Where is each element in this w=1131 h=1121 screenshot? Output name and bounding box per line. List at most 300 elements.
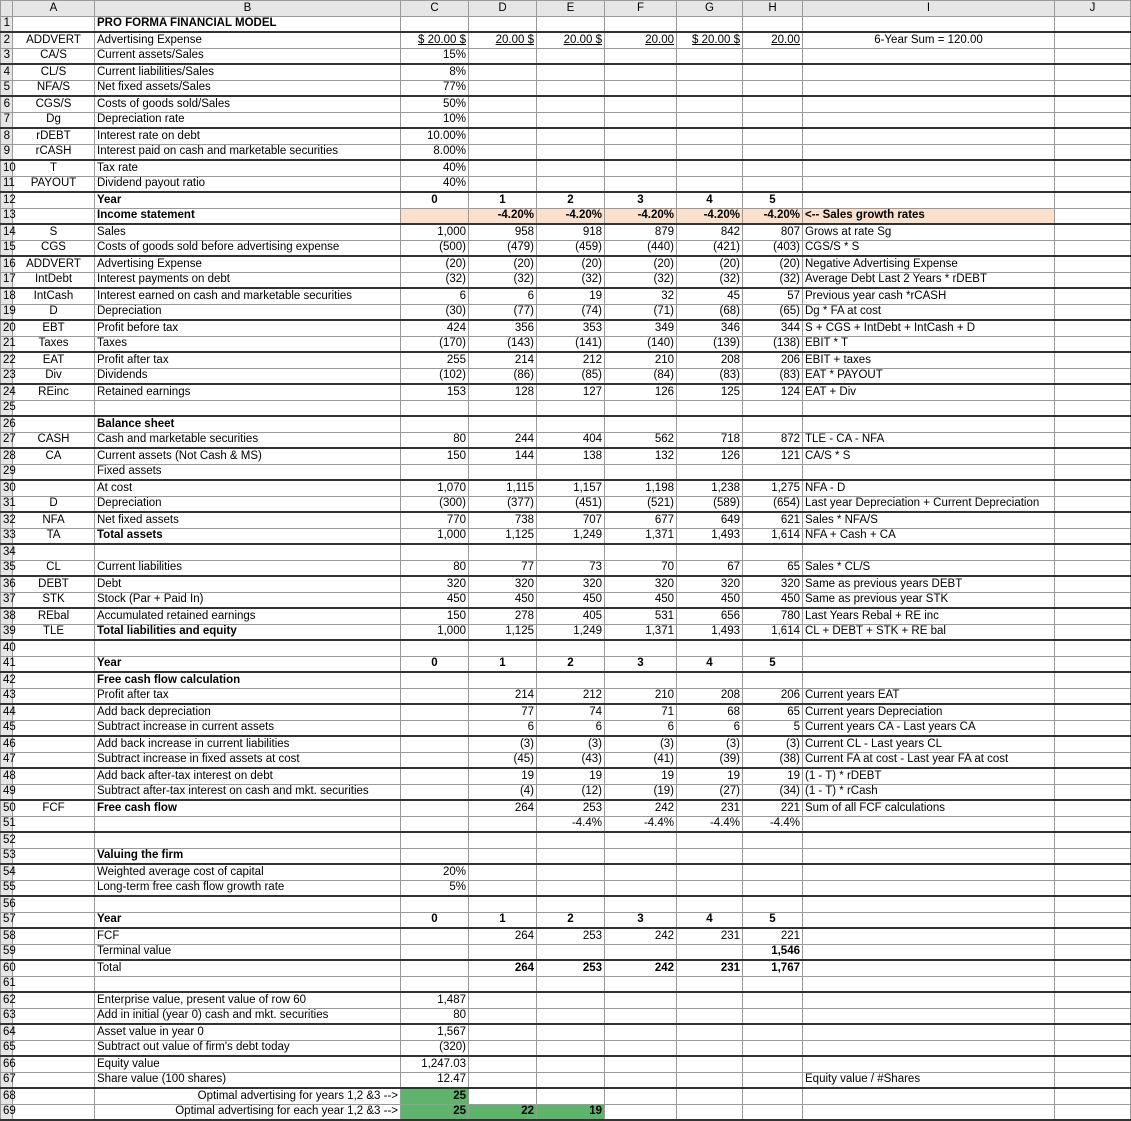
cell-h6[interactable]: [743, 96, 803, 112]
cell-b36[interactable]: Debt: [95, 576, 401, 592]
cell-b19[interactable]: Depreciation: [95, 304, 401, 320]
cell-a56[interactable]: [13, 896, 95, 912]
cell-j4[interactable]: [1055, 64, 1131, 80]
cell-j18[interactable]: [1055, 288, 1131, 304]
row-header[interactable]: 41: [1, 656, 13, 672]
cell-g48[interactable]: 19: [677, 768, 743, 784]
cell-h26[interactable]: [743, 416, 803, 432]
cell-h39[interactable]: 1,614: [743, 624, 803, 640]
cell-j50[interactable]: [1055, 800, 1131, 816]
cell-j2[interactable]: [1055, 32, 1131, 48]
cell-c56[interactable]: [401, 896, 469, 912]
cell-g22[interactable]: 208: [677, 352, 743, 368]
cell-c69[interactable]: 25: [401, 1104, 469, 1120]
cell-b50[interactable]: Free cash flow: [95, 800, 401, 816]
cell-e41[interactable]: 2: [537, 656, 605, 672]
cell-c60[interactable]: [401, 960, 469, 976]
cell-d61[interactable]: [469, 976, 537, 992]
cell-g53[interactable]: [677, 848, 743, 864]
cell-f41[interactable]: 3: [605, 656, 677, 672]
cell-b24[interactable]: Retained earnings: [95, 384, 401, 400]
row-header[interactable]: 7: [1, 112, 13, 128]
cell-b10[interactable]: Tax rate: [95, 160, 401, 176]
cell-e36[interactable]: 320: [537, 576, 605, 592]
cell-f26[interactable]: [605, 416, 677, 432]
cell-b30[interactable]: At cost: [95, 480, 401, 496]
row-header[interactable]: 20: [1, 320, 13, 336]
cell-d52[interactable]: [469, 832, 537, 848]
cell-a3[interactable]: CA/S: [13, 48, 95, 64]
cell-j61[interactable]: [1055, 976, 1131, 992]
row-header[interactable]: 10: [1, 160, 13, 176]
cell-j17[interactable]: [1055, 272, 1131, 288]
cell-e10[interactable]: [537, 160, 605, 176]
cell-h55[interactable]: [743, 880, 803, 896]
cell-g59[interactable]: [677, 944, 743, 960]
cell-c28[interactable]: 150: [401, 448, 469, 464]
cell-j59[interactable]: [1055, 944, 1131, 960]
cell-g24[interactable]: 125: [677, 384, 743, 400]
cell-f35[interactable]: 70: [605, 560, 677, 576]
cell-f46[interactable]: (3): [605, 736, 677, 752]
cell-d15[interactable]: (479): [469, 240, 537, 256]
cell-i1[interactable]: [803, 16, 1055, 32]
cell-j40[interactable]: [1055, 640, 1131, 656]
cell-a17[interactable]: IntDebt: [13, 272, 95, 288]
cell-e11[interactable]: [537, 176, 605, 192]
cell-c30[interactable]: 1,070: [401, 480, 469, 496]
cell-i44[interactable]: Current years Depreciation: [803, 704, 1055, 720]
cell-e32[interactable]: 707: [537, 512, 605, 528]
cell-b66[interactable]: Equity value: [95, 1056, 401, 1072]
cell-a58[interactable]: [13, 928, 95, 944]
cell-e69[interactable]: 19: [537, 1104, 605, 1120]
row-header[interactable]: 34: [1, 544, 13, 560]
select-all-corner[interactable]: [1, 1, 13, 17]
cell-e50[interactable]: 253: [537, 800, 605, 816]
cell-h62[interactable]: [743, 992, 803, 1008]
cell-g44[interactable]: 68: [677, 704, 743, 720]
cell-i16[interactable]: Negative Advertising Expense: [803, 256, 1055, 272]
cell-a43[interactable]: [13, 688, 95, 704]
cell-c36[interactable]: 320: [401, 576, 469, 592]
cell-j68[interactable]: [1055, 1088, 1131, 1104]
cell-b46[interactable]: Add back increase in current liabilities: [95, 736, 401, 752]
cell-i36[interactable]: Same as previous years DEBT: [803, 576, 1055, 592]
cell-a19[interactable]: D: [13, 304, 95, 320]
cell-i67[interactable]: Equity value / #Shares: [803, 1072, 1055, 1088]
cell-f54[interactable]: [605, 864, 677, 880]
cell-f63[interactable]: [605, 1008, 677, 1024]
cell-j33[interactable]: [1055, 528, 1131, 544]
cell-d34[interactable]: [469, 544, 537, 560]
row-header[interactable]: 53: [1, 848, 13, 864]
cell-e58[interactable]: 253: [537, 928, 605, 944]
cell-c12[interactable]: 0: [401, 192, 469, 208]
row-header[interactable]: 29: [1, 464, 13, 480]
cell-a45[interactable]: [13, 720, 95, 736]
cell-h45[interactable]: 5: [743, 720, 803, 736]
cell-a12[interactable]: [13, 192, 95, 208]
cell-h25[interactable]: [743, 400, 803, 416]
cell-b15[interactable]: Costs of goods sold before advertising expense: [95, 240, 401, 256]
cell-e4[interactable]: [537, 64, 605, 80]
cell-f28[interactable]: 132: [605, 448, 677, 464]
cell-b4[interactable]: Current liabilities/Sales: [95, 64, 401, 80]
cell-d55[interactable]: [469, 880, 537, 896]
cell-c63[interactable]: 80: [401, 1008, 469, 1024]
cell-b26[interactable]: Balance sheet: [95, 416, 401, 432]
cell-i59[interactable]: [803, 944, 1055, 960]
row-header[interactable]: 38: [1, 608, 13, 624]
cell-i66[interactable]: [803, 1056, 1055, 1072]
cell-i39[interactable]: CL + DEBT + STK + RE bal: [803, 624, 1055, 640]
cell-h46[interactable]: (3): [743, 736, 803, 752]
cell-d2[interactable]: 20.00 $: [469, 32, 537, 48]
cell-f36[interactable]: 320: [605, 576, 677, 592]
cell-g30[interactable]: 1,238: [677, 480, 743, 496]
cell-c68[interactable]: 25: [401, 1088, 469, 1104]
cell-g45[interactable]: 6: [677, 720, 743, 736]
row-header[interactable]: 60: [1, 960, 13, 976]
cell-e29[interactable]: [537, 464, 605, 480]
cell-h60[interactable]: 1,767: [743, 960, 803, 976]
cell-b35[interactable]: Current liabilities: [95, 560, 401, 576]
cell-f43[interactable]: 210: [605, 688, 677, 704]
cell-i38[interactable]: Last Years Rebal + RE inc: [803, 608, 1055, 624]
cell-g63[interactable]: [677, 1008, 743, 1024]
cell-c17[interactable]: (32): [401, 272, 469, 288]
cell-f50[interactable]: 242: [605, 800, 677, 816]
cell-d24[interactable]: 128: [469, 384, 537, 400]
cell-h16[interactable]: (20): [743, 256, 803, 272]
cell-e52[interactable]: [537, 832, 605, 848]
cell-g1[interactable]: [677, 16, 743, 32]
cell-i64[interactable]: [803, 1024, 1055, 1040]
cell-b65[interactable]: Subtract out value of firm's debt today: [95, 1040, 401, 1056]
cell-g27[interactable]: 718: [677, 432, 743, 448]
cell-h17[interactable]: (32): [743, 272, 803, 288]
cell-b69[interactable]: Optimal advertising for each year 1,2 &3 -->: [95, 1104, 401, 1120]
cell-f25[interactable]: [605, 400, 677, 416]
cell-h37[interactable]: 450: [743, 592, 803, 608]
cell-i60[interactable]: [803, 960, 1055, 976]
cell-a14[interactable]: S: [13, 224, 95, 240]
cell-a46[interactable]: [13, 736, 95, 752]
cell-d35[interactable]: 77: [469, 560, 537, 576]
cell-d28[interactable]: 144: [469, 448, 537, 464]
cell-e39[interactable]: 1,249: [537, 624, 605, 640]
cell-e24[interactable]: 127: [537, 384, 605, 400]
cell-h1[interactable]: [743, 16, 803, 32]
cell-b51[interactable]: [95, 816, 401, 832]
cell-g28[interactable]: 126: [677, 448, 743, 464]
cell-g56[interactable]: [677, 896, 743, 912]
cell-c59[interactable]: [401, 944, 469, 960]
cell-i33[interactable]: NFA + Cash + CA: [803, 528, 1055, 544]
cell-d37[interactable]: 450: [469, 592, 537, 608]
cell-g23[interactable]: (83): [677, 368, 743, 384]
cell-i49[interactable]: (1 - T) * rCash: [803, 784, 1055, 800]
cell-c7[interactable]: 10%: [401, 112, 469, 128]
cell-d36[interactable]: 320: [469, 576, 537, 592]
cell-e1[interactable]: [537, 16, 605, 32]
cell-i68[interactable]: [803, 1088, 1055, 1104]
cell-j51[interactable]: [1055, 816, 1131, 832]
cell-h24[interactable]: 124: [743, 384, 803, 400]
cell-e66[interactable]: [537, 1056, 605, 1072]
cell-g5[interactable]: [677, 80, 743, 96]
cell-j38[interactable]: [1055, 608, 1131, 624]
cell-f29[interactable]: [605, 464, 677, 480]
cell-c55[interactable]: 5%: [401, 880, 469, 896]
cell-d49[interactable]: (4): [469, 784, 537, 800]
cell-f15[interactable]: (440): [605, 240, 677, 256]
cell-g17[interactable]: (32): [677, 272, 743, 288]
cell-a28[interactable]: CA: [13, 448, 95, 464]
cell-h65[interactable]: [743, 1040, 803, 1056]
cell-c34[interactable]: [401, 544, 469, 560]
cell-c8[interactable]: 10.00%: [401, 128, 469, 144]
cell-a13[interactable]: [13, 208, 95, 224]
cell-f48[interactable]: 19: [605, 768, 677, 784]
cell-f5[interactable]: [605, 80, 677, 96]
cell-c49[interactable]: [401, 784, 469, 800]
cell-e3[interactable]: [537, 48, 605, 64]
cell-j19[interactable]: [1055, 304, 1131, 320]
row-header[interactable]: 44: [1, 704, 13, 720]
cell-d19[interactable]: (77): [469, 304, 537, 320]
cell-d67[interactable]: [469, 1072, 537, 1088]
cell-b3[interactable]: Current assets/Sales: [95, 48, 401, 64]
column-header-i[interactable]: I: [803, 1, 1055, 17]
cell-d10[interactable]: [469, 160, 537, 176]
cell-j45[interactable]: [1055, 720, 1131, 736]
row-header[interactable]: 19: [1, 304, 13, 320]
cell-f57[interactable]: 3: [605, 912, 677, 928]
cell-h15[interactable]: (403): [743, 240, 803, 256]
cell-f27[interactable]: 562: [605, 432, 677, 448]
cell-f40[interactable]: [605, 640, 677, 656]
cell-i43[interactable]: Current years EAT: [803, 688, 1055, 704]
cell-j54[interactable]: [1055, 864, 1131, 880]
cell-e40[interactable]: [537, 640, 605, 656]
cell-e44[interactable]: 74: [537, 704, 605, 720]
cell-f66[interactable]: [605, 1056, 677, 1072]
cell-g26[interactable]: [677, 416, 743, 432]
cell-f64[interactable]: [605, 1024, 677, 1040]
cell-c33[interactable]: 1,000: [401, 528, 469, 544]
cell-g39[interactable]: 1,493: [677, 624, 743, 640]
cell-a49[interactable]: [13, 784, 95, 800]
cell-f56[interactable]: [605, 896, 677, 912]
cell-i15[interactable]: CGS/S * S: [803, 240, 1055, 256]
cell-j7[interactable]: [1055, 112, 1131, 128]
cell-h67[interactable]: [743, 1072, 803, 1088]
cell-d31[interactable]: (377): [469, 496, 537, 512]
cell-i6[interactable]: [803, 96, 1055, 112]
cell-d60[interactable]: 264: [469, 960, 537, 976]
row-header[interactable]: 48: [1, 768, 13, 784]
cell-i32[interactable]: Sales * NFA/S: [803, 512, 1055, 528]
row-header[interactable]: 37: [1, 592, 13, 608]
cell-d43[interactable]: 214: [469, 688, 537, 704]
cell-a30[interactable]: [13, 480, 95, 496]
row-header[interactable]: 28: [1, 448, 13, 464]
row-header[interactable]: 66: [1, 1056, 13, 1072]
cell-d63[interactable]: [469, 1008, 537, 1024]
cell-d53[interactable]: [469, 848, 537, 864]
cell-g21[interactable]: (139): [677, 336, 743, 352]
cell-h33[interactable]: 1,614: [743, 528, 803, 544]
cell-d68[interactable]: [469, 1088, 537, 1104]
cell-a44[interactable]: [13, 704, 95, 720]
cell-d11[interactable]: [469, 176, 537, 192]
cell-g64[interactable]: [677, 1024, 743, 1040]
cell-g32[interactable]: 649: [677, 512, 743, 528]
cell-i17[interactable]: Average Debt Last 2 Years * rDEBT: [803, 272, 1055, 288]
cell-e12[interactable]: 2: [537, 192, 605, 208]
cell-a53[interactable]: [13, 848, 95, 864]
cell-g37[interactable]: 450: [677, 592, 743, 608]
cell-e37[interactable]: 450: [537, 592, 605, 608]
cell-d22[interactable]: 214: [469, 352, 537, 368]
row-header[interactable]: 54: [1, 864, 13, 880]
cell-e9[interactable]: [537, 144, 605, 160]
cell-f19[interactable]: (71): [605, 304, 677, 320]
cell-h63[interactable]: [743, 1008, 803, 1024]
cell-e55[interactable]: [537, 880, 605, 896]
cell-h11[interactable]: [743, 176, 803, 192]
cell-c65[interactable]: (320): [401, 1040, 469, 1056]
cell-i69[interactable]: [803, 1104, 1055, 1120]
cell-g38[interactable]: 656: [677, 608, 743, 624]
cell-c62[interactable]: 1,487: [401, 992, 469, 1008]
cell-e59[interactable]: [537, 944, 605, 960]
cell-j41[interactable]: [1055, 656, 1131, 672]
cell-f31[interactable]: (521): [605, 496, 677, 512]
row-header[interactable]: 55: [1, 880, 13, 896]
cell-e33[interactable]: 1,249: [537, 528, 605, 544]
cell-j1[interactable]: [1055, 16, 1131, 32]
cell-f16[interactable]: (20): [605, 256, 677, 272]
cell-c14[interactable]: 1,000: [401, 224, 469, 240]
row-header[interactable]: 47: [1, 752, 13, 768]
cell-a40[interactable]: [13, 640, 95, 656]
cell-a29[interactable]: [13, 464, 95, 480]
row-header[interactable]: 15: [1, 240, 13, 256]
cell-g43[interactable]: 208: [677, 688, 743, 704]
cell-e45[interactable]: 6: [537, 720, 605, 736]
row-header[interactable]: 12: [1, 192, 13, 208]
cell-d40[interactable]: [469, 640, 537, 656]
cell-d44[interactable]: 77: [469, 704, 537, 720]
cell-f13[interactable]: -4.20%: [605, 208, 677, 224]
cell-e43[interactable]: 212: [537, 688, 605, 704]
column-header-a[interactable]: A: [13, 1, 95, 17]
cell-j34[interactable]: [1055, 544, 1131, 560]
cell-c52[interactable]: [401, 832, 469, 848]
cell-j21[interactable]: [1055, 336, 1131, 352]
cell-b22[interactable]: Profit after tax: [95, 352, 401, 368]
cell-f1[interactable]: [605, 16, 677, 32]
cell-d17[interactable]: (32): [469, 272, 537, 288]
row-header[interactable]: 58: [1, 928, 13, 944]
cell-i9[interactable]: [803, 144, 1055, 160]
cell-c16[interactable]: (20): [401, 256, 469, 272]
cell-a22[interactable]: EAT: [13, 352, 95, 368]
cell-c2[interactable]: $ 20.00 $: [401, 32, 469, 48]
cell-a20[interactable]: EBT: [13, 320, 95, 336]
cell-j14[interactable]: [1055, 224, 1131, 240]
cell-f11[interactable]: [605, 176, 677, 192]
cell-h2[interactable]: 20.00: [743, 32, 803, 48]
cell-b68[interactable]: Optimal advertising for years 1,2 &3 -->: [95, 1088, 401, 1104]
cell-a18[interactable]: IntCash: [13, 288, 95, 304]
cell-h42[interactable]: [743, 672, 803, 688]
cell-h66[interactable]: [743, 1056, 803, 1072]
row-header[interactable]: 49: [1, 784, 13, 800]
row-header[interactable]: 26: [1, 416, 13, 432]
cell-a10[interactable]: T: [13, 160, 95, 176]
cell-j66[interactable]: [1055, 1056, 1131, 1072]
cell-j15[interactable]: [1055, 240, 1131, 256]
cell-h19[interactable]: (65): [743, 304, 803, 320]
row-header[interactable]: 5: [1, 80, 13, 96]
cell-g29[interactable]: [677, 464, 743, 480]
cell-j29[interactable]: [1055, 464, 1131, 480]
column-header-f[interactable]: F: [605, 1, 677, 17]
cell-h68[interactable]: [743, 1088, 803, 1104]
cell-g60[interactable]: 231: [677, 960, 743, 976]
cell-b21[interactable]: Taxes: [95, 336, 401, 352]
cell-b37[interactable]: Stock (Par + Paid In): [95, 592, 401, 608]
cell-h5[interactable]: [743, 80, 803, 96]
cell-i50[interactable]: Sum of all FCF calculations: [803, 800, 1055, 816]
cell-d3[interactable]: [469, 48, 537, 64]
cell-a63[interactable]: [13, 1008, 95, 1024]
cell-b52[interactable]: [95, 832, 401, 848]
cell-j31[interactable]: [1055, 496, 1131, 512]
cell-b2[interactable]: Advertising Expense: [95, 32, 401, 48]
cell-j3[interactable]: [1055, 48, 1131, 64]
cell-d59[interactable]: [469, 944, 537, 960]
row-header[interactable]: 2: [1, 32, 13, 48]
cell-b64[interactable]: Asset value in year 0: [95, 1024, 401, 1040]
column-header-g[interactable]: G: [677, 1, 743, 17]
cell-a57[interactable]: [13, 912, 95, 928]
row-header[interactable]: 21: [1, 336, 13, 352]
cell-f44[interactable]: 71: [605, 704, 677, 720]
cell-i12[interactable]: [803, 192, 1055, 208]
cell-c43[interactable]: [401, 688, 469, 704]
cell-j28[interactable]: [1055, 448, 1131, 464]
cell-f17[interactable]: (32): [605, 272, 677, 288]
cell-h20[interactable]: 344: [743, 320, 803, 336]
cell-h36[interactable]: 320: [743, 576, 803, 592]
cell-c21[interactable]: (170): [401, 336, 469, 352]
cell-a41[interactable]: [13, 656, 95, 672]
cell-h18[interactable]: 57: [743, 288, 803, 304]
cell-h23[interactable]: (83): [743, 368, 803, 384]
cell-a67[interactable]: [13, 1072, 95, 1088]
row-header[interactable]: 43: [1, 688, 13, 704]
cell-b23[interactable]: Dividends: [95, 368, 401, 384]
cell-e34[interactable]: [537, 544, 605, 560]
cell-f49[interactable]: (19): [605, 784, 677, 800]
cell-j67[interactable]: [1055, 1072, 1131, 1088]
cell-j5[interactable]: [1055, 80, 1131, 96]
